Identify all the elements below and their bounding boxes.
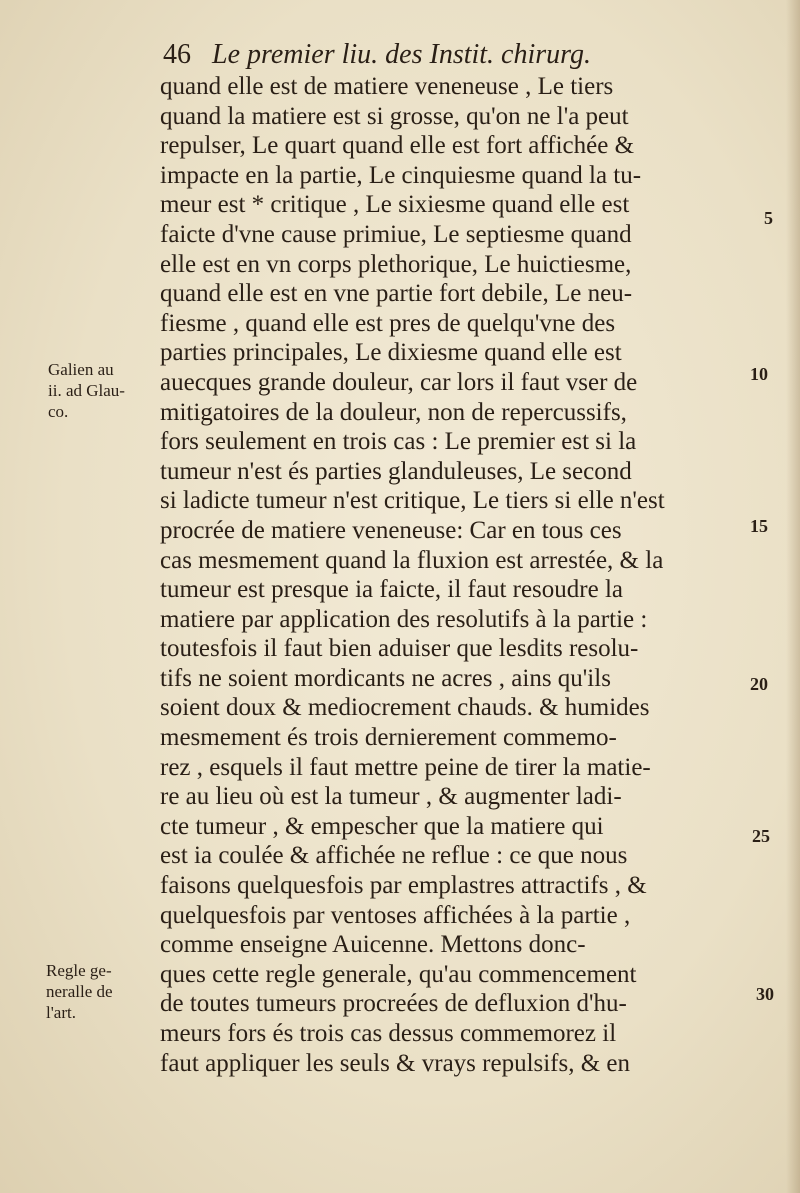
margin-note-line: ii. ad Glau-	[48, 381, 125, 400]
page-number: 46	[163, 39, 191, 70]
line-number-30: 30	[756, 984, 774, 1004]
text-line: rez , esquels il faut mettre peine de tirer la matie-	[160, 753, 651, 781]
text-line: meur est * critique , Le sixiesme quand elle est	[160, 191, 630, 219]
text-line: auecques grande douleur, car lors il faut vser de	[160, 368, 638, 396]
text-line: soient doux & mediocrement chauds. & humides	[160, 694, 650, 722]
text-line: si ladicte tumeur n'est critique, Le tiers si elle n'est	[160, 487, 665, 515]
text-line: impacte en la partie, Le cinquiesme quand la tu-	[160, 161, 642, 189]
text-line: tumeur n'est és parties glanduleuses, Le second	[160, 457, 632, 485]
text-line: tifs ne soient mordicants ne acres , ains qu'ils	[160, 664, 611, 692]
text-line: fiesme , quand elle est pres de quelqu'vne des	[160, 309, 616, 337]
page-edge-shadow	[786, 0, 800, 1193]
text-line: meurs fors és trois cas dessus commemorez il	[160, 1020, 617, 1047]
text-line: quelquesfois par ventoses affichées à la partie ,	[160, 901, 631, 929]
text-line: ques cette regle generale, qu'au commencement	[160, 960, 637, 988]
text-line: faicte d'vne cause primiue, Le septiesme quand	[160, 220, 632, 248]
text-line: procrée de matiere veneneuse: Car en tous ces	[160, 516, 622, 544]
text-line: cte tumeur , & empescher que la matiere qui	[160, 812, 604, 840]
text-line: quand elle est de matiere veneneuse , Le tiers	[160, 73, 614, 100]
main-text-block	[160, 72, 760, 1078]
margin-note-galien	[48, 359, 125, 422]
running-header	[163, 38, 683, 72]
text-line: repulser, Le quart quand elle est fort affichée &	[160, 132, 635, 160]
text-line: cas mesmement quand la fluxion est arrestée, & la	[160, 546, 664, 574]
text-line: quand elle est en vne partie fort debile, Le neu-	[160, 280, 633, 308]
text-line: re au lieu où est la tumeur , & augmenter ladi-	[160, 783, 622, 811]
margin-note-line: l'art.	[46, 1003, 76, 1022]
text-line: tumeur est presque ia faicte, il faut resoudre la	[160, 576, 624, 604]
text-line: matiere par application des resolutifs à la partie :	[160, 605, 648, 633]
margin-note-line: Galien au	[48, 360, 114, 379]
text-line: fors seulement en trois cas : Le premier est si la	[160, 428, 637, 456]
margin-note-regle	[46, 960, 113, 1023]
text-line: de toutes tumeurs procreées de defluxion d'hu-	[160, 990, 627, 1018]
line-number-25: 25	[752, 826, 770, 846]
text-line: parties principales, Le dixiesme quand elle est	[160, 339, 622, 367]
line-number-5: 5	[764, 208, 773, 228]
line-number-20: 20	[750, 674, 768, 694]
running-title: Le premier liu. des Instit. chirurg.	[212, 39, 592, 70]
line-number-15: 15	[750, 516, 768, 536]
text-line: faisons quelquesfois par emplastres attractifs , &	[160, 872, 647, 900]
text-line: comme enseigne Auicenne. Mettons donc-	[160, 931, 586, 959]
text-line: quand la matiere est si grosse, qu'on ne l'a peut	[160, 102, 629, 130]
margin-note-line: Regle ge-	[46, 961, 112, 980]
text-line: elle est en vn corps plethorique, Le huictiesme,	[160, 250, 632, 278]
text-line: mesmement és trois dernierement commemo-	[160, 724, 617, 752]
line-number-10: 10	[750, 364, 768, 384]
text-line: toutesfois il faut bien aduiser que lesdits resolu-	[160, 635, 639, 663]
text-line: faut appliquer les seuls & vrays repulsifs, & en	[160, 1049, 631, 1077]
text-line: mitigatoires de la douleur, non de repercussifs,	[160, 398, 627, 426]
margin-note-line: neralle de	[46, 982, 113, 1001]
margin-note-line: co.	[48, 402, 69, 421]
text-line: est ia coulée & affichée ne reflue : ce que nous	[160, 842, 628, 870]
